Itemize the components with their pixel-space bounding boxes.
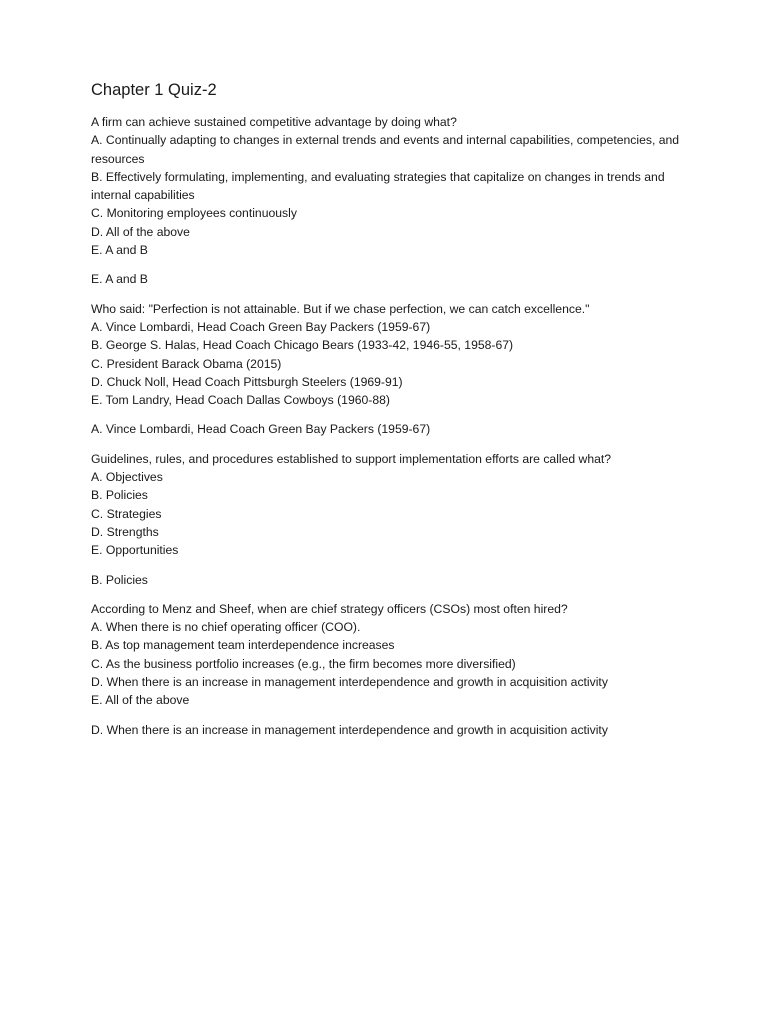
answer-option: A. Continually adapting to changes in external trends and events and internal capabilities, competencies, and resources <box>91 133 680 166</box>
question-block <box>91 450 691 589</box>
question-block <box>91 300 691 439</box>
answer-option: C. As the business portfolio increases (e.g., the firm becomes more diversified) <box>91 656 516 671</box>
answer-option: C. Monitoring employees continuously <box>91 206 297 221</box>
answer-option: B. George S. Halas, Head Coach Chicago Bears (1933-42, 1946-55, 1958-67) <box>91 338 514 353</box>
answer-option: E. All of the above <box>91 693 190 708</box>
question-prompt: Who said: "Perfection is not attainable. But if we chase perfection, we can catch excellence." <box>91 301 590 316</box>
page-title: Chapter 1 Quiz-2 <box>91 81 217 99</box>
answer-option: B. Policies <box>91 488 148 503</box>
correct-answer: B. Policies <box>91 572 148 587</box>
answer-option: E. Tom Landry, Head Coach Dallas Cowboys (1960-88) <box>91 393 390 408</box>
answer-option: C. Strategies <box>91 506 162 521</box>
answer-option: B. Effectively formulating, implementing, and evaluating strategies that capitalize on changes in trends and internal capabilities <box>91 169 665 203</box>
correct-answer: D. When there is an increase in management interdependence and growth in acquisition activity <box>91 722 608 737</box>
answer-option: E. A and B <box>91 243 148 258</box>
answer-option: D. Chuck Noll, Head Coach Pittsburgh Steelers (1969-91) <box>91 374 403 389</box>
question-block <box>91 600 691 739</box>
answer-option: D. When there is an increase in management interdependence and growth in acquisition activity <box>91 675 608 690</box>
correct-answer: E. A and B <box>91 272 148 287</box>
answer-option: C. President Barack Obama (2015) <box>91 356 282 371</box>
answer-option: A. When there is no chief operating officer (COO). <box>91 620 361 635</box>
answer-option: E. Opportunities <box>91 543 179 558</box>
answer-option: B. As top management team interdependence increases <box>91 638 395 653</box>
question-prompt: Guidelines, rules, and procedures established to support implementation efforts are called what? <box>91 451 612 466</box>
answer-option: D. Strengths <box>91 524 159 539</box>
answer-option: A. Vince Lombardi, Head Coach Green Bay Packers (1959-67) <box>91 319 431 334</box>
question-prompt: According to Menz and Sheef, when are chief strategy officers (CSOs) most often hired? <box>91 601 568 616</box>
question-block <box>91 113 691 289</box>
quiz-document <box>91 78 691 750</box>
answer-option: D. All of the above <box>91 224 190 239</box>
question-prompt: A firm can achieve sustained competitive advantage by doing what? <box>91 115 457 129</box>
answer-option: A. Objectives <box>91 470 163 485</box>
correct-answer: A. Vince Lombardi, Head Coach Green Bay Packers (1959-67) <box>91 422 431 437</box>
